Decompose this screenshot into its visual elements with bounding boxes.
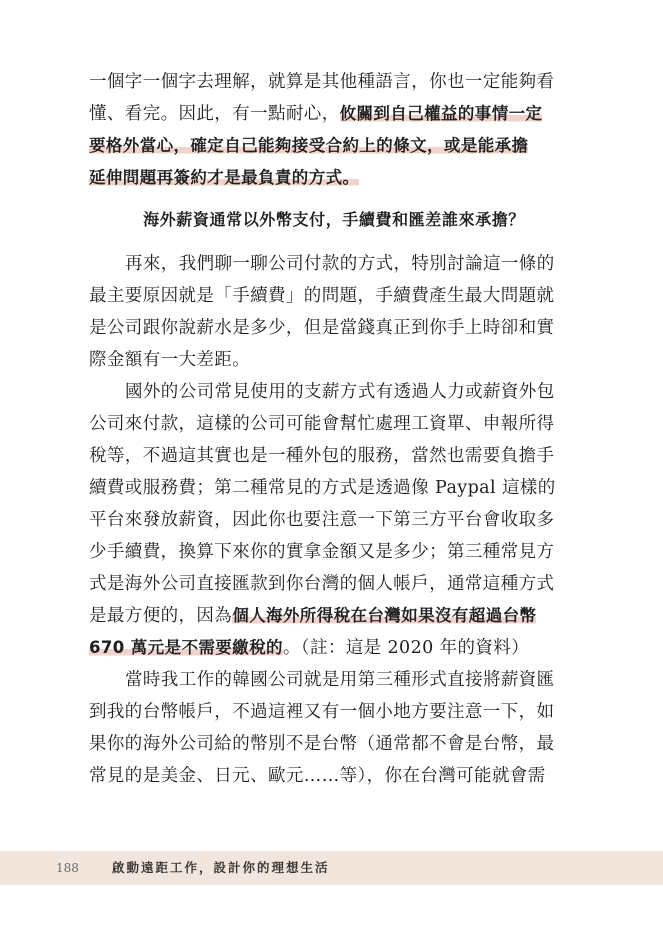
- highlighted-text: 攸關到自己權益的事情一定: [339, 104, 543, 123]
- text-span: 是最方便的，因為: [89, 606, 233, 626]
- text-line: 到我的台幣帳戶，不過這裡又有一個小地方要注意一下，如: [89, 702, 555, 722]
- highlighted-text: 670 萬元是不需要繳稅的: [89, 638, 283, 657]
- running-title: 啟動遠距工作，設計你的理想生活: [112, 860, 330, 875]
- text-line: 是公司跟你說薪水是多少，但是當錢真正到你手上時卻和實: [89, 318, 555, 338]
- text-line: 公司來付款，這樣的公司可能會幫忙處理工資單、申報所得: [89, 414, 555, 434]
- page-number: 188: [56, 861, 79, 875]
- text-span: 懂、看完。因此，有一點耐心，: [89, 104, 340, 124]
- text-line: 果你的海外公司給的幣別不是台幣（通常都不會是台幣，最: [89, 734, 555, 754]
- paragraph-1: [89, 66, 579, 194]
- text-line: 平台來發放薪資，因此你也要注意一下第三方平台會收取多: [89, 510, 555, 530]
- text-span: 。（註：這是 2020 年的資料）: [282, 638, 530, 658]
- text-line: [89, 98, 579, 130]
- text-line: 少手續費，換算下來你的實拿金額又是多少；第三種常見方: [89, 542, 555, 562]
- text-line: 當時我工作的韓國公司就是用第三種形式直接將薪資匯: [125, 670, 555, 690]
- paragraph-4: [89, 664, 579, 792]
- text-line: [89, 632, 579, 664]
- text-line: 一個字一個字去理解，就算是其他種語言，你也一定能夠看: [89, 72, 555, 92]
- text-line: 再來，我們聊一聊公司付款的方式，特別討論這一條的: [125, 254, 555, 274]
- text-line: 際金額有一大差距。: [89, 350, 251, 370]
- text-line: 稅等，不過這其實也是一種外包的服務，當然也需要負擔手: [89, 446, 555, 466]
- paragraph-3: [89, 376, 579, 664]
- page-footer: [0, 851, 663, 885]
- section-heading: 海外薪資通常以外幣支付，手續費和匯差誰來承擔？: [143, 210, 525, 229]
- highlighted-text: 延伸問題再簽約才是最負責的方式。: [89, 168, 360, 187]
- text-line: [89, 162, 579, 194]
- text-line: 式是海外公司直接匯款到你台灣的個人帳戶，通常這種方式: [89, 574, 555, 594]
- highlighted-text: 要格外當心，確定自己能夠接受合約上的條文，或是能承擔: [89, 136, 529, 155]
- text-line: 最主要原因就是「手續費」的問題，手續費產生最大問題就: [89, 286, 555, 306]
- paragraph-2: [89, 248, 579, 376]
- highlighted-text: 個人海外所得稅在台灣如果沒有超過台幣: [232, 606, 537, 625]
- text-line: [89, 600, 579, 632]
- text-line: 常見的是美金、日元、歐元……等），你在台灣可能就會需: [89, 766, 546, 786]
- text-line: [89, 130, 579, 162]
- body-text: [89, 66, 579, 792]
- text-line: 國外的公司常見使用的支薪方式有透過人力或薪資外包: [125, 382, 555, 402]
- text-line: 續費或服務費；第二種常見的方式是透過像 Paypal 這樣的: [89, 478, 556, 498]
